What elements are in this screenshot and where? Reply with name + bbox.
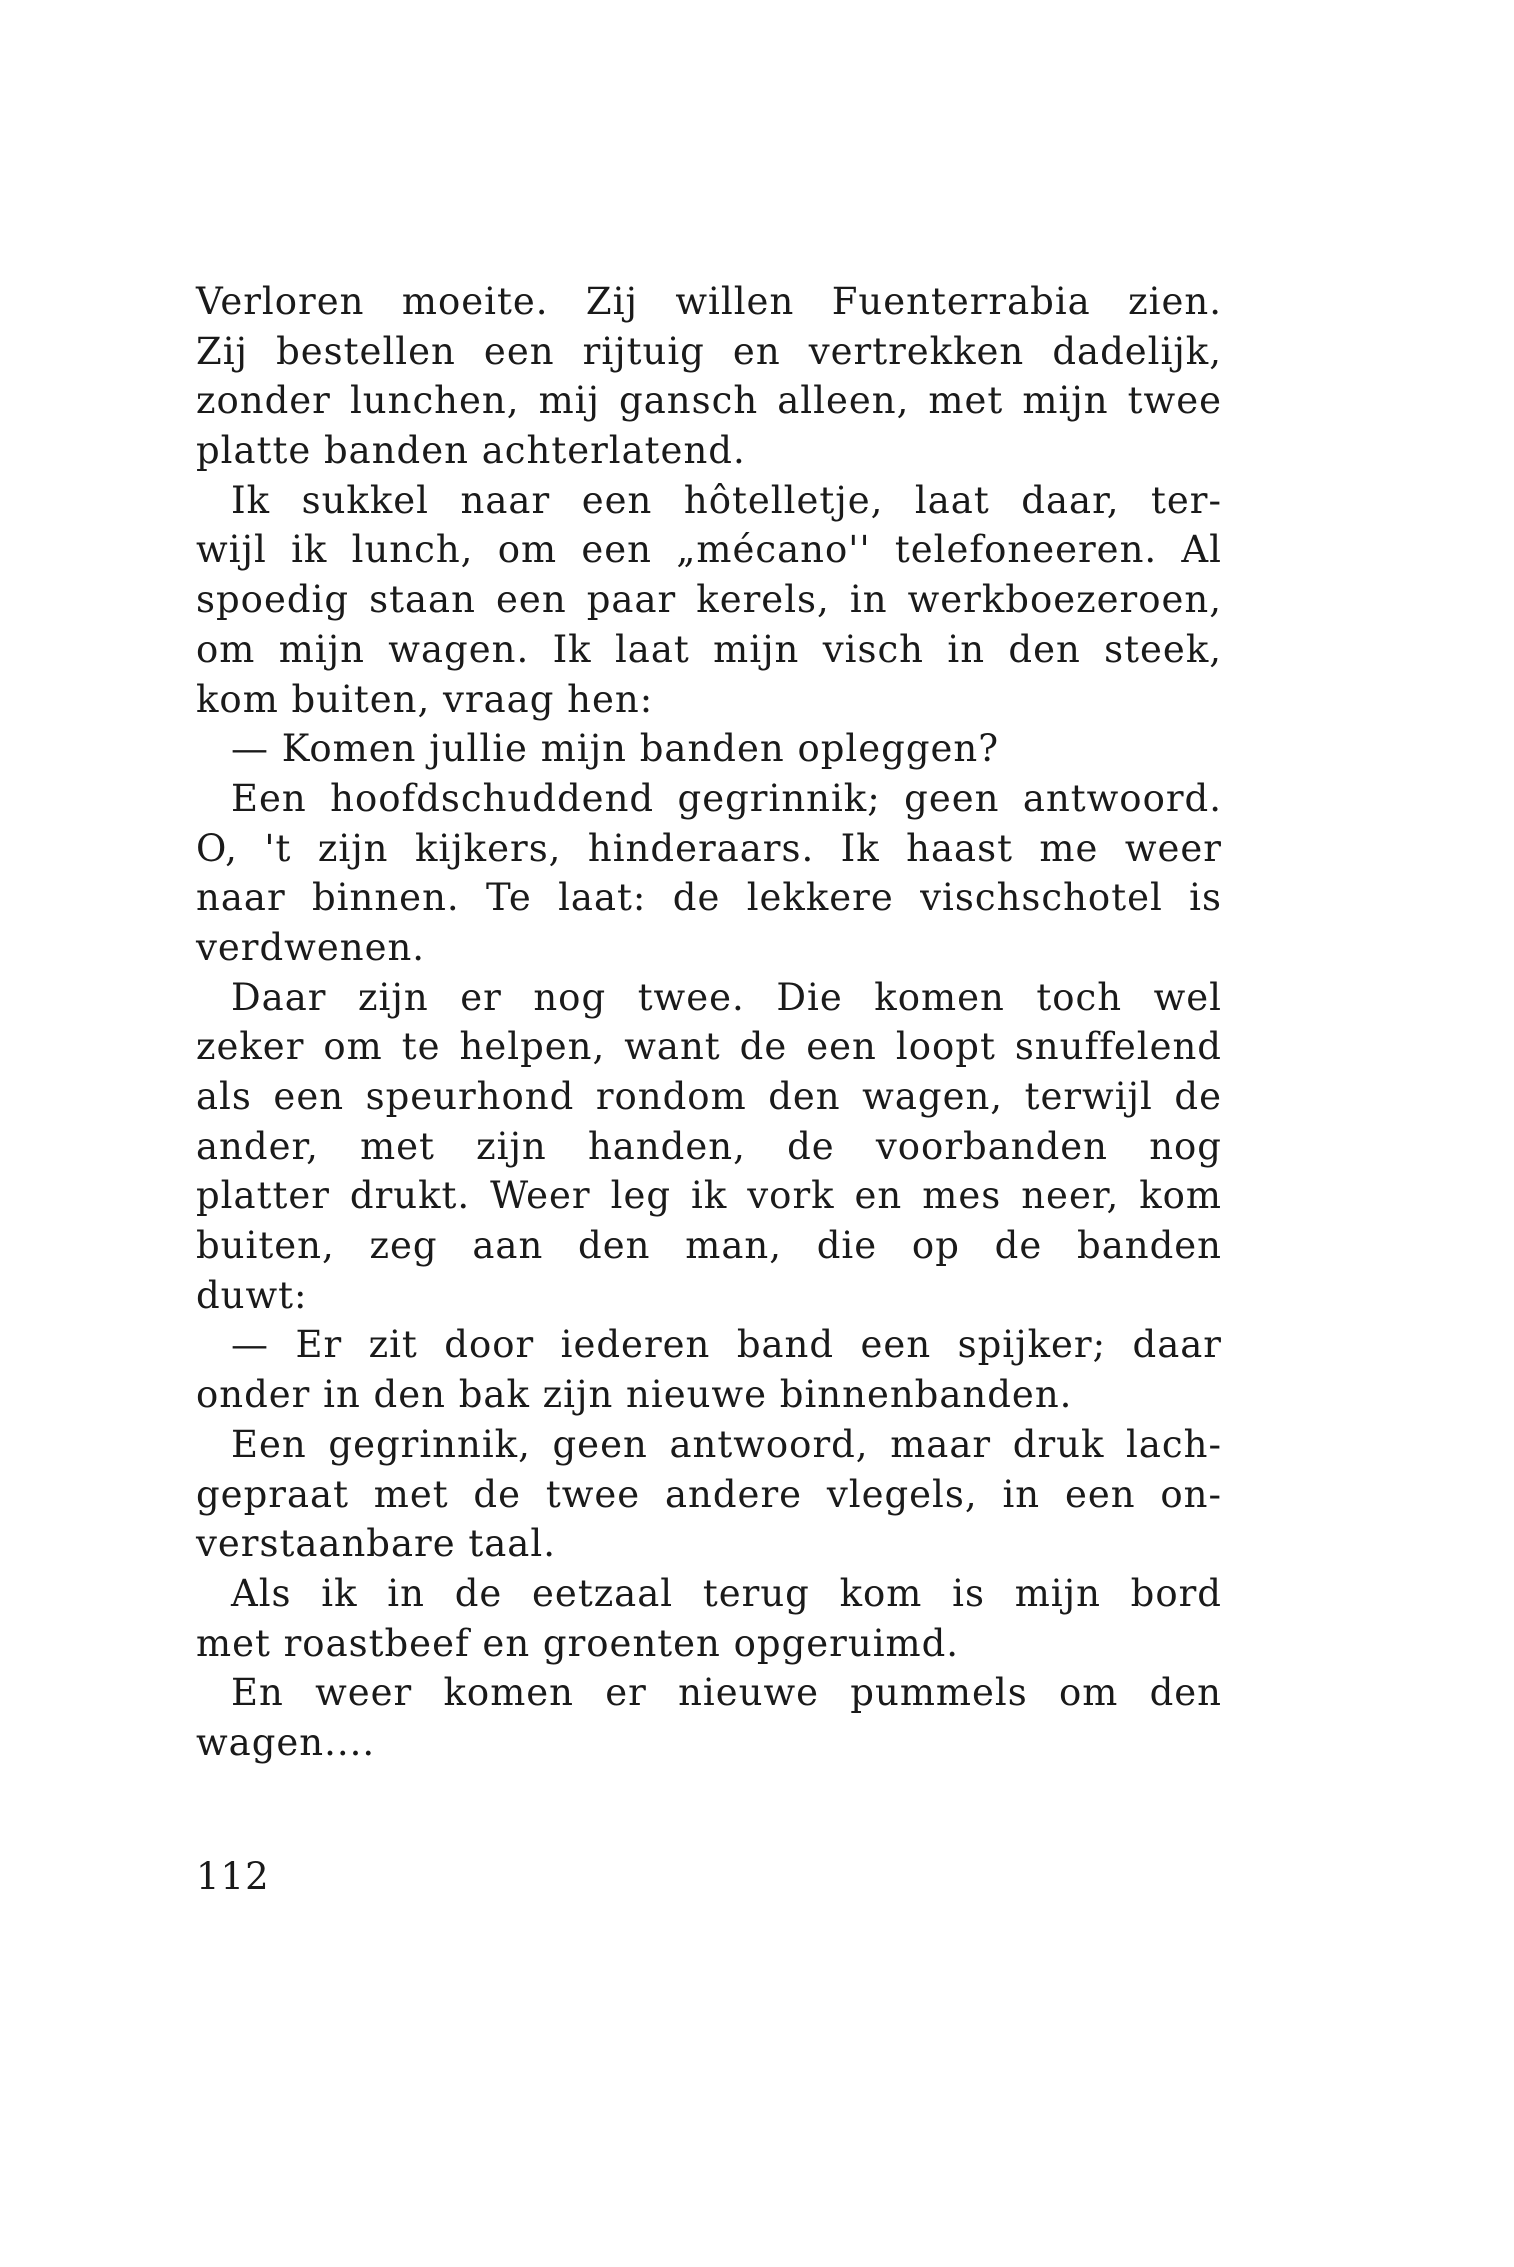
text-line: gepraat met de twee andere vlegels, in een on- bbox=[196, 1472, 1222, 1516]
text-line: ander, met zijn handen, de voorbanden nog bbox=[196, 1124, 1222, 1168]
text-line: En weer komen er nieuwe pummels om den bbox=[231, 1671, 1222, 1715]
text-line: Verloren moeite. Zij willen Fuenterrabia zien. bbox=[196, 280, 1222, 323]
text-line: kom buiten, vraag hen: bbox=[196, 677, 654, 721]
page-number: 112 bbox=[196, 1855, 270, 1898]
text-line: — Er zit door iederen band een spijker; daar bbox=[231, 1323, 1222, 1367]
text-line: wijl ik lunch, om een „mécano'' telefoneeren. Al bbox=[196, 528, 1222, 572]
text-line: Een gegrinnik, geen antwoord, maar druk lach- bbox=[231, 1422, 1222, 1466]
text-line: Ik sukkel naar een hôtelletje, laat daar, ter- bbox=[231, 478, 1222, 522]
text-line: zonder lunchen, mij gansch alleen, met mijn twee bbox=[196, 379, 1222, 423]
text-line: Als ik in de eetzaal terug kom is mijn bord bbox=[231, 1571, 1222, 1615]
text-line: duwt: bbox=[196, 1273, 308, 1317]
text-line: platter drukt. Weer leg ik vork en mes neer, kom bbox=[196, 1174, 1222, 1218]
text-line: — Komen jullie mijn banden opleggen? bbox=[231, 727, 1000, 771]
text-line: als een speurhond rondom den wagen, terwijl de bbox=[196, 1075, 1222, 1118]
text-line: Een hoofdschuddend gegrinnik; geen antwoord. bbox=[231, 776, 1222, 820]
text-line: naar binnen. Te laat: de lekkere vischschotel is bbox=[196, 876, 1222, 920]
text-line: wagen.... bbox=[196, 1720, 376, 1764]
text-line: verdwenen. bbox=[196, 925, 426, 969]
text-line: met roastbeef en groenten opgeruimd. bbox=[196, 1621, 960, 1665]
text-line: onder in den bak zijn nieuwe binnenbanden. bbox=[196, 1373, 1073, 1417]
text-line: Zij bestellen een rijtuig en vertrekken dadelijk, bbox=[196, 329, 1222, 373]
body-text bbox=[196, 277, 1222, 1768]
text-line: verstaanbare taal. bbox=[196, 1522, 556, 1566]
text-line: buiten, zeg aan den man, die op de banden bbox=[196, 1224, 1222, 1268]
text-line: spoedig staan een paar kerels, in werkboezeroen, bbox=[196, 578, 1222, 622]
text-line: Daar zijn er nog twee. Die komen toch wel bbox=[231, 975, 1222, 1019]
text-line: om mijn wagen. Ik laat mijn visch in den steek, bbox=[196, 627, 1222, 671]
text-line: zeker om te helpen, want de een loopt snuffelend bbox=[196, 1025, 1222, 1069]
text-line: platte banden achterlatend. bbox=[196, 429, 746, 473]
text-line: O, 't zijn kijkers, hinderaars. Ik haast me weer bbox=[196, 826, 1222, 870]
